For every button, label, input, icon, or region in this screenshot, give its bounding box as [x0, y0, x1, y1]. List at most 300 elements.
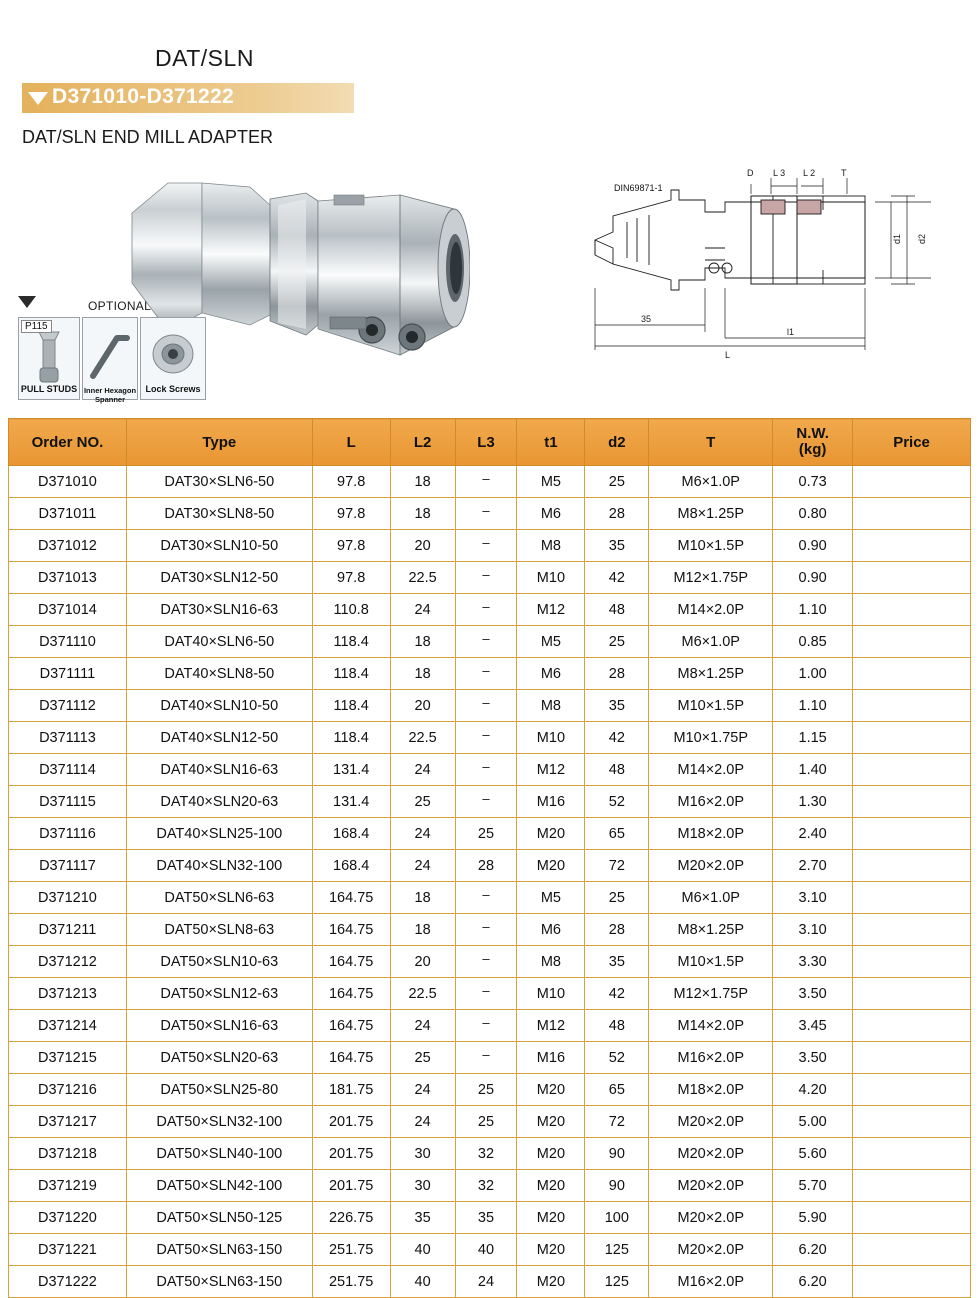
cell-l: 168.4	[312, 850, 390, 882]
cell-t: M16×2.0P	[649, 786, 773, 818]
cell-t: M10×1.5P	[649, 530, 773, 562]
cell-t: M14×2.0P	[649, 1010, 773, 1042]
cell-order-no: D371213	[9, 978, 127, 1010]
cell-d2: 28	[585, 914, 649, 946]
cell-l2: 40	[390, 1266, 455, 1298]
cell-order-no: D371218	[9, 1138, 127, 1170]
cell-l: 251.75	[312, 1266, 390, 1298]
optional-caption-hex-spanner: Inner Hexagon Spanner	[83, 386, 137, 404]
page-subtitle: DAT/SLN END MILL ADAPTER	[22, 127, 274, 147]
cell-l: 97.8	[312, 498, 390, 530]
cell-price	[853, 1106, 971, 1138]
cell-order-no: D371217	[9, 1106, 127, 1138]
cell-order-no: D371210	[9, 882, 127, 914]
cell-t: M20×2.0P	[649, 1138, 773, 1170]
cell-t: M8×1.25P	[649, 914, 773, 946]
cell-l2: 18	[390, 466, 455, 498]
column-header-price: Price	[853, 419, 971, 466]
cell-price	[853, 1010, 971, 1042]
cell-l3: –	[455, 466, 517, 498]
cell-l: 181.75	[312, 1074, 390, 1106]
table-row	[9, 658, 971, 690]
cell-nw: 5.60	[773, 1138, 853, 1170]
cell-price	[853, 498, 971, 530]
optional-label: OPTIONAL	[88, 299, 152, 313]
cell-d2: 72	[585, 1106, 649, 1138]
cell-order-no: D371014	[9, 594, 127, 626]
cell-d2: 28	[585, 658, 649, 690]
cell-l2: 18	[390, 626, 455, 658]
cell-d2: 28	[585, 498, 649, 530]
cell-l3: –	[455, 786, 517, 818]
cell-type: DAT40×SLN12-50	[126, 722, 312, 754]
cell-price	[853, 818, 971, 850]
cell-l3: 35	[455, 1202, 517, 1234]
cell-l: 131.4	[312, 786, 390, 818]
cell-t1: M5	[517, 882, 585, 914]
column-header-l2: L2	[390, 419, 455, 466]
cell-price	[853, 658, 971, 690]
cell-t1: M20	[517, 1170, 585, 1202]
cell-t1: M6	[517, 498, 585, 530]
cell-type: DAT50×SLN6-63	[126, 882, 312, 914]
table-header-row	[9, 419, 971, 466]
cell-l3: –	[455, 690, 517, 722]
cell-d2: 125	[585, 1234, 649, 1266]
table-row	[9, 818, 971, 850]
pull-stud-tag: P115	[21, 320, 52, 333]
cell-t1: M20	[517, 818, 585, 850]
cell-d2: 72	[585, 850, 649, 882]
cell-order-no: D371012	[9, 530, 127, 562]
cell-order-no: D371111	[9, 658, 127, 690]
cell-l: 201.75	[312, 1170, 390, 1202]
cell-order-no: D371117	[9, 850, 127, 882]
svg-text:L 2: L 2	[803, 168, 816, 178]
cell-type: DAT40×SLN10-50	[126, 690, 312, 722]
cell-price	[853, 850, 971, 882]
cell-nw: 0.85	[773, 626, 853, 658]
table-row	[9, 978, 971, 1010]
cell-l2: 24	[390, 594, 455, 626]
cell-l: 118.4	[312, 658, 390, 690]
cell-d2: 48	[585, 1010, 649, 1042]
cell-l3: –	[455, 498, 517, 530]
cell-l: 164.75	[312, 978, 390, 1010]
cell-l: 251.75	[312, 1234, 390, 1266]
cell-nw: 3.30	[773, 946, 853, 978]
cell-l3: –	[455, 946, 517, 978]
cell-nw: 0.80	[773, 498, 853, 530]
cell-type: DAT40×SLN25-100	[126, 818, 312, 850]
cell-l3: –	[455, 978, 517, 1010]
cell-t: M20×2.0P	[649, 850, 773, 882]
cell-l: 164.75	[312, 882, 390, 914]
cell-order-no: D371214	[9, 1010, 127, 1042]
table-row	[9, 1266, 971, 1298]
table-row	[9, 1202, 971, 1234]
cell-type: DAT40×SLN8-50	[126, 658, 312, 690]
cell-type: DAT50×SLN63-150	[126, 1234, 312, 1266]
cell-l: 201.75	[312, 1106, 390, 1138]
cell-t: M12×1.75P	[649, 562, 773, 594]
cell-d2: 48	[585, 594, 649, 626]
cell-d2: 90	[585, 1170, 649, 1202]
cell-l2: 18	[390, 498, 455, 530]
cell-t: M6×1.0P	[649, 626, 773, 658]
cell-nw: 1.10	[773, 594, 853, 626]
cell-d2: 100	[585, 1202, 649, 1234]
cell-t: M6×1.0P	[649, 466, 773, 498]
cell-type: DAT50×SLN42-100	[126, 1170, 312, 1202]
cell-l3: 25	[455, 1106, 517, 1138]
cell-t1: M6	[517, 658, 585, 690]
cell-order-no: D371010	[9, 466, 127, 498]
cell-l: 168.4	[312, 818, 390, 850]
cell-type: DAT50×SLN10-63	[126, 946, 312, 978]
svg-text:T: T	[841, 168, 847, 178]
cell-l3: –	[455, 914, 517, 946]
cell-type: DAT50×SLN12-63	[126, 978, 312, 1010]
cell-l2: 18	[390, 882, 455, 914]
cell-t1: M20	[517, 850, 585, 882]
cell-nw: 3.10	[773, 914, 853, 946]
cell-t: M10×1.75P	[649, 722, 773, 754]
cell-l3: –	[455, 754, 517, 786]
cell-type: DAT40×SLN20-63	[126, 786, 312, 818]
cell-d2: 25	[585, 466, 649, 498]
din-standard-label: DIN69871-1	[614, 183, 663, 193]
cell-order-no: D371211	[9, 914, 127, 946]
cell-t: M12×1.75P	[649, 978, 773, 1010]
cell-l3: –	[455, 626, 517, 658]
table-row	[9, 882, 971, 914]
cell-order-no: D371221	[9, 1234, 127, 1266]
table-row	[9, 1106, 971, 1138]
cell-price	[853, 1202, 971, 1234]
cell-order-no: D371219	[9, 1170, 127, 1202]
cell-t: M10×1.5P	[649, 690, 773, 722]
cell-price	[853, 914, 971, 946]
cell-order-no: D371215	[9, 1042, 127, 1074]
cell-t: M14×2.0P	[649, 594, 773, 626]
cell-l2: 24	[390, 1010, 455, 1042]
cell-l3: –	[455, 594, 517, 626]
cell-l2: 22.5	[390, 722, 455, 754]
column-header-type: Type	[126, 419, 312, 466]
cell-d2: 25	[585, 626, 649, 658]
cell-nw: 1.10	[773, 690, 853, 722]
cell-t: M20×2.0P	[649, 1106, 773, 1138]
column-header-t: T	[649, 419, 773, 466]
cell-l: 164.75	[312, 1042, 390, 1074]
cell-t: M8×1.25P	[649, 658, 773, 690]
cell-nw: 1.30	[773, 786, 853, 818]
cell-l3: –	[455, 882, 517, 914]
cell-order-no: D371013	[9, 562, 127, 594]
cell-l2: 24	[390, 1074, 455, 1106]
cell-nw: 0.90	[773, 530, 853, 562]
table-row	[9, 722, 971, 754]
cell-t1: M8	[517, 690, 585, 722]
table-row	[9, 562, 971, 594]
cell-price	[853, 722, 971, 754]
cell-l2: 24	[390, 1106, 455, 1138]
cell-d2: 48	[585, 754, 649, 786]
cell-nw: 5.70	[773, 1170, 853, 1202]
cell-d2: 42	[585, 978, 649, 1010]
cell-l3: 32	[455, 1170, 517, 1202]
cell-nw: 0.90	[773, 562, 853, 594]
cell-t: M20×2.0P	[649, 1170, 773, 1202]
cell-price	[853, 530, 971, 562]
cell-l2: 18	[390, 658, 455, 690]
cell-order-no: D371212	[9, 946, 127, 978]
cell-l: 164.75	[312, 946, 390, 978]
cell-d2: 65	[585, 818, 649, 850]
cell-price	[853, 1266, 971, 1298]
cell-l2: 24	[390, 754, 455, 786]
cell-price	[853, 1170, 971, 1202]
cell-t1: M8	[517, 946, 585, 978]
cell-l3: –	[455, 1042, 517, 1074]
table-row	[9, 466, 971, 498]
table-row	[9, 850, 971, 882]
cell-t: M10×1.5P	[649, 946, 773, 978]
cell-l3: –	[455, 722, 517, 754]
cell-d2: 52	[585, 786, 649, 818]
cell-l3: 40	[455, 1234, 517, 1266]
cell-t1: M8	[517, 530, 585, 562]
cell-t1: M10	[517, 722, 585, 754]
cell-l3: –	[455, 562, 517, 594]
cell-nw: 2.70	[773, 850, 853, 882]
code-range-label: D371010-D371222	[52, 85, 234, 108]
cell-nw: 6.20	[773, 1266, 853, 1298]
table-row	[9, 594, 971, 626]
cell-l2: 30	[390, 1170, 455, 1202]
cell-d2: 65	[585, 1074, 649, 1106]
cell-l2: 40	[390, 1234, 455, 1266]
cell-price	[853, 1074, 971, 1106]
cell-t1: M12	[517, 754, 585, 786]
optional-caption-pull-studs: PULL STUDS	[20, 384, 78, 394]
cell-l3: 32	[455, 1138, 517, 1170]
triangle-marker-icon-optional	[18, 296, 36, 308]
cell-t: M14×2.0P	[649, 754, 773, 786]
table-row	[9, 1042, 971, 1074]
table-row	[9, 626, 971, 658]
cell-d2: 90	[585, 1138, 649, 1170]
table-row	[9, 754, 971, 786]
table-row	[9, 1074, 971, 1106]
cell-l3: 25	[455, 818, 517, 850]
cell-nw: 6.20	[773, 1234, 853, 1266]
cell-price	[853, 626, 971, 658]
cell-l2: 18	[390, 914, 455, 946]
cell-t1: M20	[517, 1106, 585, 1138]
cell-nw: 3.50	[773, 978, 853, 1010]
technical-drawing	[575, 160, 970, 400]
cell-d2: 42	[585, 562, 649, 594]
cell-price	[853, 786, 971, 818]
cell-nw: 1.40	[773, 754, 853, 786]
cell-t1: M20	[517, 1266, 585, 1298]
cell-price	[853, 1138, 971, 1170]
cell-t1: M20	[517, 1202, 585, 1234]
cell-l3: –	[455, 1010, 517, 1042]
cell-l: 118.4	[312, 690, 390, 722]
cell-t: M18×2.0P	[649, 818, 773, 850]
cell-order-no: D371113	[9, 722, 127, 754]
cell-l: 118.4	[312, 626, 390, 658]
cell-t1: M10	[517, 978, 585, 1010]
cell-l3: 28	[455, 850, 517, 882]
cell-nw: 2.40	[773, 818, 853, 850]
cell-l2: 25	[390, 1042, 455, 1074]
cell-type: DAT30×SLN16-63	[126, 594, 312, 626]
cell-l3: 24	[455, 1266, 517, 1298]
table-row	[9, 786, 971, 818]
table-row	[9, 1170, 971, 1202]
cell-d2: 35	[585, 690, 649, 722]
cell-type: DAT30×SLN8-50	[126, 498, 312, 530]
cell-type: DAT40×SLN32-100	[126, 850, 312, 882]
cell-order-no: D371115	[9, 786, 127, 818]
cell-order-no: D371011	[9, 498, 127, 530]
table-row	[9, 1138, 971, 1170]
svg-text:35: 35	[641, 314, 652, 324]
cell-t: M18×2.0P	[649, 1074, 773, 1106]
column-header-nw-label: N.W.	[796, 425, 829, 443]
cell-t1: M16	[517, 1042, 585, 1074]
cell-price	[853, 690, 971, 722]
cell-l2: 25	[390, 786, 455, 818]
cell-l: 110.8	[312, 594, 390, 626]
cell-price	[853, 594, 971, 626]
cell-price	[853, 882, 971, 914]
cell-t: M6×1.0P	[649, 882, 773, 914]
triangle-marker-icon	[28, 92, 48, 105]
table-row	[9, 690, 971, 722]
cell-t: M20×2.0P	[649, 1202, 773, 1234]
cell-price	[853, 1042, 971, 1074]
cell-d2: 125	[585, 1266, 649, 1298]
svg-text:d2: d2	[917, 233, 927, 244]
specification-table	[8, 418, 971, 1298]
cell-l: 164.75	[312, 1010, 390, 1042]
cell-l: 97.8	[312, 530, 390, 562]
cell-t1: M5	[517, 626, 585, 658]
table-row	[9, 914, 971, 946]
cell-order-no: D371216	[9, 1074, 127, 1106]
svg-text:L 3: L 3	[773, 168, 786, 178]
cell-nw: 4.20	[773, 1074, 853, 1106]
cell-t1: M12	[517, 594, 585, 626]
cell-price	[853, 978, 971, 1010]
page-title: DAT/SLN	[155, 45, 254, 71]
cell-order-no: D371112	[9, 690, 127, 722]
cell-d2: 35	[585, 946, 649, 978]
cell-l2: 30	[390, 1138, 455, 1170]
cell-nw: 3.45	[773, 1010, 853, 1042]
cell-type: DAT50×SLN20-63	[126, 1042, 312, 1074]
cell-order-no: D371114	[9, 754, 127, 786]
cell-l2: 24	[390, 818, 455, 850]
column-header-nw-unit: (kg)	[798, 441, 827, 458]
cell-t: M8×1.25P	[649, 498, 773, 530]
cell-type: DAT30×SLN6-50	[126, 466, 312, 498]
column-header-order-no: Order NO.	[9, 419, 127, 466]
cell-l: 164.75	[312, 914, 390, 946]
column-header-nw	[773, 419, 853, 466]
cell-d2: 42	[585, 722, 649, 754]
cell-l: 97.8	[312, 562, 390, 594]
cell-order-no: D371222	[9, 1266, 127, 1298]
cell-l2: 20	[390, 946, 455, 978]
cell-type: DAT50×SLN16-63	[126, 1010, 312, 1042]
cell-type: DAT50×SLN8-63	[126, 914, 312, 946]
cell-type: DAT50×SLN63-150	[126, 1266, 312, 1298]
cell-nw: 1.00	[773, 658, 853, 690]
cell-type: DAT40×SLN16-63	[126, 754, 312, 786]
svg-text:d1: d1	[892, 233, 902, 244]
cell-t1: M20	[517, 1138, 585, 1170]
cell-price	[853, 754, 971, 786]
cell-nw: 3.10	[773, 882, 853, 914]
cell-t1: M5	[517, 466, 585, 498]
column-header-t1: t1	[517, 419, 585, 466]
cell-t1: M10	[517, 562, 585, 594]
cell-t1: M20	[517, 1234, 585, 1266]
cell-price	[853, 1234, 971, 1266]
cell-l3: –	[455, 530, 517, 562]
table-row	[9, 530, 971, 562]
cell-t1: M6	[517, 914, 585, 946]
cell-order-no: D371220	[9, 1202, 127, 1234]
column-header-l: L	[312, 419, 390, 466]
cell-l3: –	[455, 658, 517, 690]
cell-d2: 52	[585, 1042, 649, 1074]
cell-l3: 25	[455, 1074, 517, 1106]
cell-t: M20×2.0P	[649, 1234, 773, 1266]
cell-nw: 5.00	[773, 1106, 853, 1138]
cell-t: M16×2.0P	[649, 1042, 773, 1074]
cell-type: DAT50×SLN25-80	[126, 1074, 312, 1106]
column-header-d2: d2	[585, 419, 649, 466]
cell-price	[853, 466, 971, 498]
cell-type: DAT50×SLN40-100	[126, 1138, 312, 1170]
optional-caption-lock-screws: Lock Screws	[145, 384, 201, 394]
cell-t1: M12	[517, 1010, 585, 1042]
cell-l2: 20	[390, 690, 455, 722]
cell-l2: 35	[390, 1202, 455, 1234]
table-row	[9, 946, 971, 978]
cell-nw: 1.15	[773, 722, 853, 754]
cell-l2: 22.5	[390, 978, 455, 1010]
cell-t1: M20	[517, 1074, 585, 1106]
cell-l: 118.4	[312, 722, 390, 754]
cell-t: M16×2.0P	[649, 1266, 773, 1298]
cell-type: DAT30×SLN12-50	[126, 562, 312, 594]
cell-t1: M16	[517, 786, 585, 818]
cell-nw: 3.50	[773, 1042, 853, 1074]
cell-l2: 20	[390, 530, 455, 562]
svg-text:D: D	[747, 168, 754, 178]
table-row	[9, 498, 971, 530]
cell-l: 201.75	[312, 1138, 390, 1170]
cell-l2: 24	[390, 850, 455, 882]
